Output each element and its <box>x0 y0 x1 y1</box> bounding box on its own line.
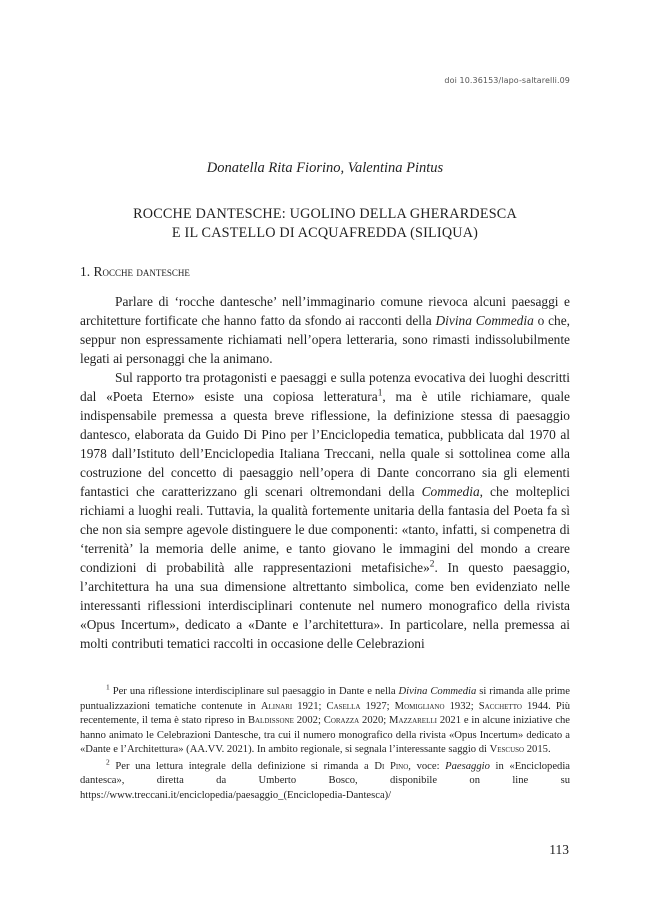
page-number: 113 <box>549 842 569 857</box>
italic-title: Divina Commedia <box>398 686 477 697</box>
italic-title: Commedia <box>421 484 480 499</box>
section-title: Rocche dantesche <box>93 264 190 279</box>
article-title <box>0 205 650 243</box>
italic-title: Paesaggio <box>445 760 490 772</box>
text-run: , ma è utile richiamare, quale indispensabile premessa a questa breve riflessione, la definizione stessa di paesaggio dantesco, elaborata da Guido Di Pino per l’Enciclopedia tematica, pubblicata dal 1970 al 1978 dall’Istituto dell’Enciclopedia Italiana Treccani, nella quale si sottolinea come alla costruzione del concetto di paesaggio nell’opera di Dante concorrano sia gli elementi fantastici che caratterizzano gli scenari oltremondani della <box>80 389 570 499</box>
text-run: Sul rapporto tra protagonisti e paesaggi e sulla potenza evocativa dei luoghi descritti dal «Poeta Eterno» esiste una copiosa letteratura <box>80 370 570 404</box>
cited-author: Sacchetto <box>478 700 522 712</box>
cited-author: Vescuso <box>489 744 525 755</box>
cited-author: Corazza <box>323 715 360 726</box>
section-heading <box>80 264 190 280</box>
text-run: , voce: <box>408 760 446 772</box>
footnotes <box>80 682 570 805</box>
article-authors: Donatella Rita Fiorino, Valentina Pintus <box>206 160 444 176</box>
cited-author: Casella <box>326 700 361 712</box>
footnote-ref[interactable]: 1 <box>377 388 383 399</box>
cited-author: Momigliano <box>394 700 445 712</box>
footnote <box>80 756 570 804</box>
footnote <box>80 682 570 758</box>
text-run: o che, seppur non espressamente richiamati nell’opera letteraria, sono rimasti indissolubilmente legati ai personaggi che la animano. <box>80 313 571 366</box>
cited-author: Di Pino <box>374 760 409 772</box>
text-run: 1932; <box>444 700 479 712</box>
title-line-2: E IL CASTELLO DI ACQUAFREDDA (SILIQUA) <box>171 225 479 241</box>
body-text <box>80 292 570 653</box>
text-run: 1921; <box>292 700 327 712</box>
section-number: 1. <box>80 264 91 279</box>
text-run: , che molteplici richiami a luoghi reali. Tuttavia, la qualità fortemente unitaria della fantasia del Poeta fa sì che non sia sempre agevole distinguere le due componenti: «tanto, infatti, si compenetra di ‘terrenità’ la memoria delle anime, e tanto giovano le immagini del mondo a creare condizioni di probabilità alle rappresentazioni metafisiche» <box>80 484 570 575</box>
paragraph <box>80 368 570 653</box>
cited-author: Alinari <box>260 700 293 712</box>
footnote-number: 1 <box>106 682 110 692</box>
footnote-ref[interactable]: 2 <box>429 559 435 570</box>
text-run: in «Enciclopedia dantesca», diretta da Umberto Bosco, disponibile on line su https://www.treccani.it/enciclopedia/paesaggio_(Enciclopedia-Dantesca)/ <box>80 760 570 801</box>
text-run: 1944. Più recentemente, il tema è stato ripreso in <box>80 700 570 726</box>
paragraph <box>80 292 570 368</box>
doi-label: doi 10.36153/lapo-saltarelli.09 <box>444 76 570 85</box>
text-run: si rimanda alle prime puntualizzazioni tematiche contenute in <box>80 686 570 712</box>
footnote-number: 2 <box>106 756 110 766</box>
text-run: . In questo paesaggio, l’architettura ha una sua dimensione altrettanto simbolica, come ben evidenziato nelle interessanti riflessioni interdisciplinari contenute nel numero monografico della rivista «Opus Incertum», dedicato a «Dante e l’architettura». In particolare, nella premessa ai molti contributi tematici raccolti in occasione delle Celebrazioni <box>80 560 570 651</box>
text-run: 2015. <box>524 744 551 755</box>
text-run: Per una riflessione interdisciplinare sul paesaggio in Dante e nella <box>112 686 399 697</box>
text-run: 1927; <box>360 700 395 712</box>
text-run: 2020; <box>359 715 390 726</box>
italic-title: Divina Commedia <box>435 313 534 328</box>
title-line-1: ROCCHE DANTESCHE: UGOLINO DELLA GHERARDESCA <box>133 206 517 222</box>
text-run: Per una lettura integrale della definizione si rimanda a <box>115 760 375 772</box>
cited-author: Baldissone <box>247 715 294 726</box>
text-run: Parlare di ‘rocche dantesche’ nell’immaginario comune rievoca alcuni paesaggi e architetture fortificate che hanno fatto da sfondo ai racconti della <box>80 294 570 328</box>
text-run: 2002; <box>293 715 324 726</box>
text-run: 2021 e in alcune iniziative che hanno animato le Celebrazioni Dantesche, tra cui il numero monografico della rivista «Opus Incertum» dedicato a «Dante e l’Architettura» (AA.VV. 2021). In ambito regionale, si segnala l’interessante saggio di <box>80 715 570 755</box>
cited-author: Mazzarelli <box>389 715 437 726</box>
